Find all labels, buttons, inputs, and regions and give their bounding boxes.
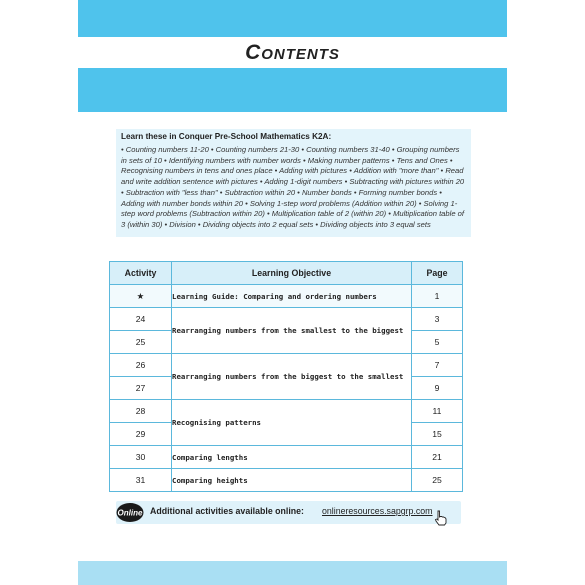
table-row [110, 400, 463, 423]
objective-cell: Learning Guide: Comparing and ordering numbers [172, 285, 412, 308]
page-cell: 7 [412, 354, 463, 377]
activity-cell: 30 [110, 446, 172, 469]
objective-cell: Rearranging numbers from the biggest to the smallest [172, 354, 412, 400]
learn-heading: Learn these in Conquer Pre-School Mathematics K2A: [121, 132, 332, 141]
page-title: Contents [245, 41, 340, 64]
hand-cursor-icon [434, 510, 448, 526]
header-page: Page [412, 262, 463, 285]
page-cell: 21 [412, 446, 463, 469]
page-cell: 11 [412, 400, 463, 423]
activity-cell: 25 [110, 331, 172, 354]
activity-cell: 28 [110, 400, 172, 423]
header-activity: Activity [110, 262, 172, 285]
objective-cell: Recognising patterns [172, 400, 412, 446]
activity-cell: ★ [110, 285, 172, 308]
table-row [110, 446, 463, 469]
activity-cell: 26 [110, 354, 172, 377]
online-resources-link[interactable]: onlineresources.sapgrp.com [322, 506, 433, 516]
page [78, 0, 507, 585]
online-resources-bar [116, 501, 461, 524]
learn-box [116, 129, 471, 237]
page-cell: 25 [412, 469, 463, 492]
online-logo-text: Online [117, 508, 143, 518]
activity-cell: 31 [110, 469, 172, 492]
table-row [110, 285, 463, 308]
bottom-band [78, 561, 507, 585]
objective-cell: Comparing lengths [172, 446, 412, 469]
activity-cell: 27 [110, 377, 172, 400]
objective-cell: Comparing heights [172, 469, 412, 492]
page-cell: 15 [412, 423, 463, 446]
online-text: Additional activities available online: [150, 506, 304, 516]
page-cell: 5 [412, 331, 463, 354]
online-logo-icon [116, 502, 144, 523]
page-cell: 3 [412, 308, 463, 331]
activity-cell: 24 [110, 308, 172, 331]
page-cell: 9 [412, 377, 463, 400]
table-row [110, 308, 463, 331]
header-objective: Learning Objective [172, 262, 412, 285]
activity-cell: 29 [110, 423, 172, 446]
contents-table [109, 261, 463, 492]
table-row [110, 354, 463, 377]
header-band [78, 68, 507, 112]
page-cell: 1 [412, 285, 463, 308]
objective-cell: Rearranging numbers from the smallest to the biggest [172, 308, 412, 354]
top-band [78, 0, 507, 37]
table-row [110, 469, 463, 492]
learn-topics: • Counting numbers 11-20 • Counting numbers 21-30 • Counting numbers 31-40 • Grouping numbers in sets of 10 • Identifying numbers with number words • Making number patterns • Tens and Ones • Recognising numbers in tens and ones place • Adding with pictures • Addition with "more than" • Read and write addition sentence with pictures • Adding 1-digit numbers • Subtracting with pictures within 20 • Subtraction with "less than" • Subtraction within 20 • Number bonds • Forming number bonds • Adding with number bonds within 20 • Solving 1-step word problems (Addition within 20) • Solving 1-step word problems (Subtraction within 20) • Multiplication table of 2 (within 20) • Multiplication table of 3 (within 30) • Division • Dividing objects into 2 equal sets • Dividing objects into 3 equal sets [121, 145, 465, 229]
table-header-row [110, 262, 463, 285]
